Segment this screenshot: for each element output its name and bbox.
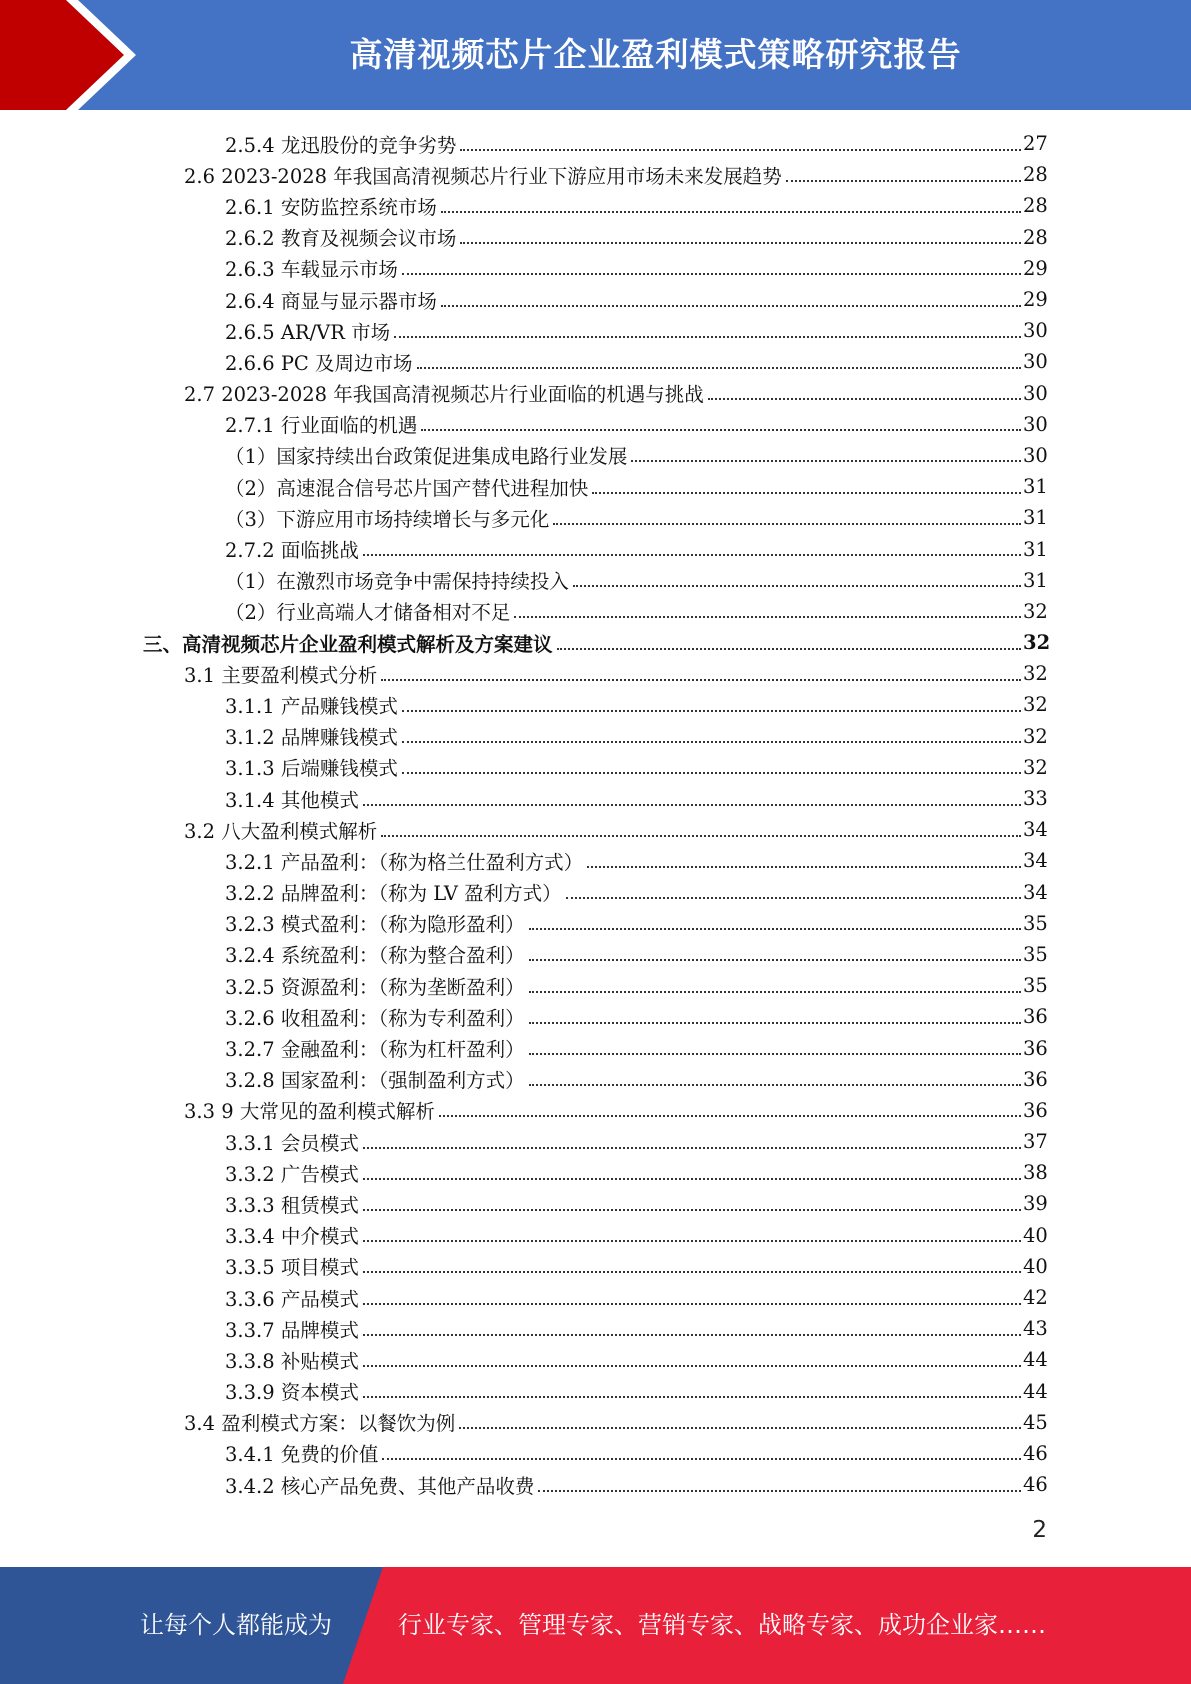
toc-dot-leader: [786, 180, 1021, 182]
toc-entry-title: 3.2.4 系统盈利：（称为整合盈利）: [225, 944, 525, 968]
toc-entry-page: 46: [1023, 1473, 1048, 1497]
toc-entry-title: 3.3.8 补贴模式: [225, 1349, 359, 1373]
toc-entry-title: 2.6.1 安防监控系统市场: [225, 195, 437, 219]
table-of-contents: [0, 128, 1191, 1500]
toc-entry[interactable]: [0, 596, 1191, 627]
toc-entry-title: 3.2.7 金融盈利：（称为杠杆盈利）: [225, 1038, 525, 1062]
toc-entry-page: 32: [1023, 631, 1051, 655]
toc-entry-title: 3.1.4 其他模式: [225, 788, 359, 812]
toc-dot-leader: [514, 616, 1021, 618]
toc-entry[interactable]: [0, 627, 1191, 658]
toc-entry[interactable]: [0, 378, 1191, 409]
toc-entry-page: 42: [1023, 1286, 1048, 1310]
toc-entry-page: 32: [1023, 693, 1048, 717]
toc-entry-page: 30: [1023, 381, 1048, 405]
toc-entry-title: （2）行业高端人才储备相对不足: [225, 601, 511, 625]
toc-entry-page: 44: [1023, 1379, 1048, 1403]
toc-entry-title: 3.3.2 广告模式: [225, 1162, 359, 1186]
toc-dot-leader: [529, 991, 1021, 993]
toc-entry[interactable]: [0, 409, 1191, 440]
toc-entry-page: 35: [1023, 974, 1048, 998]
toc-entry-page: 31: [1023, 568, 1048, 592]
toc-entry-title: 3.4.2 核心产品免费、其他产品收费: [225, 1474, 535, 1498]
toc-entry-title: 3.3.1 会员模式: [225, 1131, 359, 1155]
toc-entry-title: 3.3.9 资本模式: [225, 1381, 359, 1405]
toc-entry[interactable]: [0, 502, 1191, 533]
toc-dot-leader: [363, 1365, 1021, 1367]
toc-entry[interactable]: [0, 1064, 1191, 1095]
toc-entry-page: 40: [1023, 1254, 1048, 1278]
toc-entry-title: 3.4 盈利模式方案：以餐饮为例: [184, 1412, 456, 1436]
toc-entry-page: 36: [1023, 1036, 1048, 1060]
toc-entry-title: 2.7.1 行业面临的机遇: [225, 414, 418, 438]
toc-entry[interactable]: [0, 222, 1191, 253]
toc-entry-title: 3.1.3 后端赚钱模式: [225, 757, 398, 781]
toc-entry-page: 34: [1023, 818, 1048, 842]
toc-entry-page: 31: [1023, 475, 1048, 499]
toc-dot-leader: [363, 1303, 1021, 1305]
toc-entry-page: 28: [1023, 225, 1048, 249]
toc-entry-title: 3.2 八大盈利模式解析: [184, 819, 378, 843]
toc-entry[interactable]: [0, 845, 1191, 876]
toc-entry-title: 2.6 2023-2028 年我国高清视频芯片行业下游应用市场未来发展趋势: [184, 164, 782, 188]
toc-entry[interactable]: [0, 315, 1191, 346]
toc-dot-leader: [382, 1458, 1021, 1460]
toc-entry-title: 2.6.2 教育及视频会议市场: [225, 227, 457, 251]
toc-entry-title: 3.4.1 免费的价值: [225, 1443, 379, 1467]
toc-dot-leader: [363, 1334, 1021, 1336]
toc-entry[interactable]: [0, 128, 1191, 159]
toc-dot-leader: [363, 1209, 1021, 1211]
toc-entry[interactable]: [0, 1438, 1191, 1469]
toc-entry-title: 3.1 主要盈利模式分析: [184, 663, 378, 687]
toc-entry-page: 46: [1023, 1441, 1048, 1465]
toc-entry[interactable]: [0, 814, 1191, 845]
toc-entry[interactable]: [0, 1469, 1191, 1500]
toc-entry-title: 3.3.7 品牌模式: [225, 1318, 359, 1342]
footer-roles: 行业专家、管理专家、营销专家、战略专家、成功企业家……: [398, 1611, 1046, 1639]
toc-entry[interactable]: [0, 783, 1191, 814]
toc-dot-leader: [402, 273, 1021, 275]
footer-slogan: 让每个人都能成为: [140, 1611, 332, 1639]
toc-entry[interactable]: [0, 565, 1191, 596]
toc-entry-page: 44: [1023, 1348, 1048, 1372]
toc-entry-page: 43: [1023, 1317, 1048, 1341]
toc-dot-leader: [381, 835, 1021, 837]
toc-entry-title: 3.2.3 模式盈利：（称为隐形盈利）: [225, 913, 525, 937]
toc-entry-page: 36: [1023, 1098, 1048, 1122]
toc-entry-page: 32: [1023, 724, 1048, 748]
toc-dot-leader: [459, 1427, 1021, 1429]
toc-entry[interactable]: [0, 1157, 1191, 1188]
toc-dot-leader: [529, 959, 1021, 961]
toc-entry[interactable]: [0, 346, 1191, 377]
toc-entry[interactable]: [0, 658, 1191, 689]
toc-entry-page: 32: [1023, 599, 1048, 623]
toc-entry-title: 2.6.6 PC 及周边市场: [225, 351, 413, 375]
toc-entry-page: 30: [1023, 350, 1048, 374]
toc-entry[interactable]: [0, 970, 1191, 1001]
toc-entry-page: 30: [1023, 443, 1048, 467]
toc-entry-page: 27: [1023, 132, 1048, 156]
toc-entry-title: 3.1.1 产品赚钱模式: [225, 694, 398, 718]
toc-dot-leader: [529, 928, 1021, 930]
toc-entry-page: 40: [1023, 1223, 1048, 1247]
toc-entry[interactable]: [0, 284, 1191, 315]
toc-entry[interactable]: [0, 1001, 1191, 1032]
toc-dot-leader: [592, 492, 1021, 494]
toc-entry[interactable]: [0, 877, 1191, 908]
toc-entry-title: 三、高清视频芯片企业盈利模式解析及方案建议: [143, 632, 553, 656]
toc-entry[interactable]: [0, 1376, 1191, 1407]
toc-entry-page: 38: [1023, 1161, 1048, 1185]
toc-entry-title: 3.3 9 大常见的盈利模式解析: [184, 1100, 435, 1124]
toc-entry-page: 30: [1023, 412, 1048, 436]
toc-entry-page: 33: [1023, 787, 1048, 811]
toc-dot-leader: [363, 1396, 1021, 1398]
toc-dot-leader: [439, 1115, 1021, 1117]
toc-entry-page: 32: [1023, 662, 1048, 686]
toc-entry-title: （2）高速混合信号芯片国产替代进程加快: [225, 476, 589, 500]
toc-entry[interactable]: [0, 908, 1191, 939]
toc-dot-leader: [460, 149, 1021, 151]
toc-dot-leader: [394, 336, 1021, 338]
toc-dot-leader: [417, 367, 1021, 369]
toc-dot-leader: [363, 1147, 1021, 1149]
toc-dot-leader: [529, 1084, 1021, 1086]
toc-entry-page: 35: [1023, 911, 1048, 935]
toc-entry-page: 39: [1023, 1192, 1048, 1216]
toc-entry[interactable]: [0, 253, 1191, 284]
toc-dot-leader: [566, 897, 1021, 899]
toc-entry[interactable]: [0, 721, 1191, 752]
toc-dot-leader: [441, 211, 1021, 213]
toc-dot-leader: [402, 741, 1021, 743]
toc-entry[interactable]: [0, 1095, 1191, 1126]
toc-entry[interactable]: [0, 1220, 1191, 1251]
toc-entry-page: 32: [1023, 755, 1048, 779]
toc-dot-leader: [363, 554, 1021, 556]
toc-entry-title: 3.2.2 品牌盈利：（称为 LV 盈利方式）: [225, 882, 562, 906]
toc-entry[interactable]: [0, 1344, 1191, 1375]
toc-entry-page: 36: [1023, 1067, 1048, 1091]
toc-dot-leader: [529, 1022, 1021, 1024]
toc-entry[interactable]: [0, 1313, 1191, 1344]
toc-entry[interactable]: [0, 471, 1191, 502]
toc-dot-leader: [587, 866, 1021, 868]
toc-entry[interactable]: [0, 1407, 1191, 1438]
toc-entry-page: 37: [1023, 1130, 1048, 1154]
toc-dot-leader: [363, 1178, 1021, 1180]
toc-dot-leader: [529, 1053, 1021, 1055]
page-footer: [0, 1567, 1191, 1684]
toc-entry-title: 2.6.4 商显与显示器市场: [225, 289, 437, 313]
toc-entry[interactable]: [0, 1032, 1191, 1063]
toc-entry-title: 3.3.4 中介模式: [225, 1225, 359, 1249]
toc-entry-page: 30: [1023, 319, 1048, 343]
page-number: 2: [1032, 1517, 1047, 1543]
toc-dot-leader: [363, 1240, 1021, 1242]
toc-entry-title: 2.6.3 车载显示市场: [225, 258, 398, 282]
toc-entry-page: 34: [1023, 880, 1048, 904]
toc-dot-leader: [573, 585, 1021, 587]
toc-dot-leader: [553, 523, 1021, 525]
toc-entry-page: 28: [1023, 194, 1048, 218]
toc-entry[interactable]: [0, 689, 1191, 720]
toc-entry-title: 3.2.1 产品盈利：（称为格兰仕盈利方式）: [225, 850, 584, 874]
chevron-arrow-icon: [0, 0, 160, 110]
toc-entry-title: 3.2.5 资源盈利：（称为垄断盈利）: [225, 975, 525, 999]
toc-entry-page: 36: [1023, 1005, 1048, 1029]
toc-dot-leader: [441, 305, 1021, 307]
toc-dot-leader: [557, 648, 1021, 650]
toc-dot-leader: [421, 429, 1021, 431]
toc-entry-title: 2.7 2023-2028 年我国高清视频芯片行业面临的机遇与挑战: [184, 383, 704, 407]
toc-dot-leader: [363, 804, 1021, 806]
toc-entry[interactable]: [0, 1282, 1191, 1313]
toc-dot-leader: [460, 242, 1021, 244]
toc-entry[interactable]: [0, 190, 1191, 221]
toc-entry-title: 3.2.6 收租盈利：（称为专利盈利）: [225, 1006, 525, 1030]
toc-entry[interactable]: [0, 440, 1191, 471]
toc-entry-page: 35: [1023, 942, 1048, 966]
toc-entry[interactable]: [0, 1251, 1191, 1282]
toc-entry-title: 3.3.5 项目模式: [225, 1256, 359, 1280]
toc-entry-page: 31: [1023, 506, 1048, 530]
toc-dot-leader: [708, 398, 1021, 400]
toc-entry-title: 3.2.8 国家盈利：（强制盈利方式）: [225, 1069, 525, 1093]
toc-entry-title: （3）下游应用市场持续增长与多元化: [225, 507, 550, 531]
toc-entry-page: 29: [1023, 288, 1048, 312]
toc-entry-title: 2.5.4 龙迅股份的竞争劣势: [225, 133, 457, 157]
toc-entry-page: 29: [1023, 256, 1048, 280]
toc-entry-title: 3.3.3 租赁模式: [225, 1193, 359, 1217]
toc-entry-title: 2.6.5 AR/VR 市场: [225, 320, 391, 344]
page-header: [0, 0, 1191, 110]
toc-entry[interactable]: [0, 752, 1191, 783]
toc-entry-page: 34: [1023, 849, 1048, 873]
toc-entry[interactable]: [0, 939, 1191, 970]
toc-dot-leader: [363, 1271, 1021, 1273]
toc-entry-title: 2.7.2 面临挑战: [225, 539, 359, 563]
toc-dot-leader: [381, 679, 1021, 681]
toc-dot-leader: [402, 772, 1021, 774]
toc-dot-leader: [631, 460, 1021, 462]
toc-entry-title: （1）国家持续出台政策促进集成电路行业发展: [225, 445, 628, 469]
toc-entry[interactable]: [0, 159, 1191, 190]
toc-entry-title: （1）在激烈市场竞争中需保持持续投入: [225, 570, 569, 594]
report-title: 高清视频芯片企业盈利模式策略研究报告: [349, 35, 962, 74]
toc-entry[interactable]: [0, 1126, 1191, 1157]
toc-dot-leader: [402, 710, 1021, 712]
toc-entry-page: 45: [1023, 1410, 1048, 1434]
toc-entry-page: 28: [1023, 163, 1048, 187]
toc-entry[interactable]: [0, 533, 1191, 564]
toc-entry-title: 3.3.6 产品模式: [225, 1287, 359, 1311]
toc-entry[interactable]: [0, 1188, 1191, 1219]
toc-entry-page: 31: [1023, 537, 1048, 561]
toc-dot-leader: [538, 1490, 1021, 1492]
toc-entry-title: 3.1.2 品牌赚钱模式: [225, 726, 398, 750]
